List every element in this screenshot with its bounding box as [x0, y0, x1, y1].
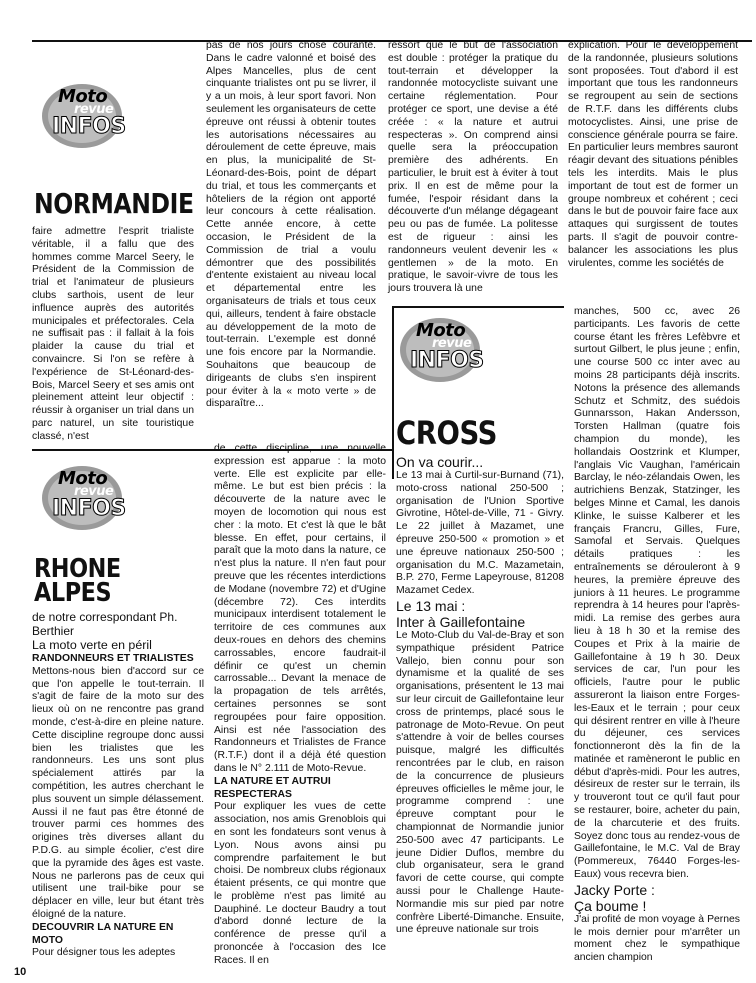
cross-column-1: [396, 454, 564, 962]
cross-top-rule: [392, 306, 564, 308]
logo-word-infos: INFOS: [52, 114, 126, 139]
rhone-subhead-randonneurs: RANDONNEURS ET TRIALISTES: [32, 653, 194, 664]
rhone-byline: de notre correspondant Ph. Berthier: [32, 610, 178, 638]
cross-title-jacky-porte: Jacky Porte :: [574, 881, 655, 898]
normandie-column-4: [568, 40, 738, 302]
cross-title-gaillefontaine: Inter à Gaillefontaine: [396, 613, 526, 630]
cross-text-2: Le Moto-Club du Val-de-Bray et son sympathique président Patrice Vallejo, bien connu pour son dynamisme et la qualité de ses organisations, présentent le 13 mai sur leur circuit de Gaillefontaine leur cross de printemps, placé sous le patronage de Moto-Revue. On peut s'attendre à voir de belles courses puisque, malgré les difficultés rencontrées par le club, en raison de la concurrence de plusieurs épreuves officielles le même jour, le programme comprend : une épreuve comptant pour le championnat de Normandie junior 250-500 avec 47 participants. Le jeune Didier Duflos, membre du club organisateur, sera le grand favori de cette course, qui compte aussi pour le Challenge Haute-Normandie mis sur pied par notre confrère Liberté-Dimanche. Ensuite, une épreuve nationale sur trois: [396, 629, 564, 936]
cross-left-rule: [392, 306, 394, 456]
rhone-heading-line2: ALPES: [34, 578, 112, 608]
moto-revue-infos-logo: [40, 80, 124, 150]
cross-text-3: J'ai profité de mon voyage à Pernes le mois dernier pour m'arrêter un moment chez le sympathique ancien champion: [574, 913, 740, 964]
logo-word-revue: revue: [74, 102, 114, 117]
normandie-column-1: [32, 226, 194, 445]
cross-text-1: Le 13 mai à Curtil-sur-Burnand (71), moto-cross national 250-500 ; organisation de l'Union Sportive Givrotine, Hôtel-de-Ville, 71 - Givry. Le 22 juillet à Mazamet, une épreuve 250-500 « promotion » et une épreuve nationaux 250-500 ; organisation du M.C. Mazametain, B.P. 270, Ferme Lapeyrouse, 81208 Mazamet Cedex.: [396, 470, 564, 597]
rhone-text-1: Mettons-nous bien d'accord sur ce que l'on appelle le tout-terrain. Il s'agit de faire de la moto sur des lieux où on ne rencontre pas grand monde, c'est-à-dire en pleine nature. Cette discipline regroupe donc aussi bien les trialistes que les randonneurs. Les uns sont plus spécialement attirés par la compétition, les autres cherchant le plus souvent un simple délassement. Aussi il ne faut pas être étonné de trouver parmi ces hommes des origines très diverses allant du P.D.G. au simple écolier, c'est dire que la pyramide des âges est vaste. Nous ne parlerons pas de ceux qui utilisent une trail-bike pour se déplacer en ville, leur but étant très éloigné de la nature.: [32, 665, 204, 920]
rhone-text-2: Pour désigner tous les adeptes: [32, 947, 176, 959]
cross-column-2: [574, 306, 740, 966]
rhone-column-2: [214, 443, 386, 966]
cross-heading: CROSS: [396, 414, 498, 452]
logo-word-moto: Moto: [58, 468, 108, 489]
logo-word-revue: revue: [432, 336, 472, 351]
normandie-text-4: explication. Pour le développement de la randonnée, plusieurs solutions sont proposées. Tout d'abord il est important que tous les randonneurs se regroupent au sein de sections de R.T.F. dans les différents clubs motocyclistes. Ainsi, une prise de conscience générale pourra se faire. En particulier leurs membres sauront réagir devant des situations pénibles tels les interdits. Mais le plus important de tout est de former un groupe nombreux et cohérent ; ceci dans le but de pouvoir faire face aux attaques qui surgissent de toutes parts. Il s'agit de pouvoir contre-balancer les associations les plus virulentes, comme les sociétés de: [568, 40, 738, 269]
moto-revue-infos-logo-2: [40, 462, 124, 532]
normandie-column-2: [206, 40, 376, 440]
rhone-article-title: La moto verte en péril: [32, 638, 152, 652]
moto-revue-infos-logo-3: [398, 314, 482, 384]
rhone-subhead-decouvrir: DECOUVRIR LA NATURE EN MOTO: [32, 921, 174, 946]
normandie-column-3: [388, 40, 558, 302]
cross-title-on-va-courir: On va courir...: [396, 454, 484, 470]
logo-word-moto: Moto: [416, 320, 466, 341]
cross-title-ca-boume: Ça boume !: [574, 897, 647, 914]
logo-word-revue: revue: [74, 484, 114, 499]
logo-word-infos: INFOS: [52, 496, 126, 521]
rhone-column-1: [32, 610, 204, 962]
rhone-heading-line1: RHONE: [34, 554, 121, 584]
normandie-text-3: ressort que le but de l'association est double : protéger la pratique du tout-terrain et développer la randonnée motocycliste suivant une certaine réglementation. Pour protéger ce sport, une devise a été créée : « la nature et autrui respecteras ». On comprend ainsi quelle sera la préoccupation première des adhérents. En particulier, le bruit est à éviter à tout prix. Il en est de même pour la fumée, l'espoir résidant dans la découverte d'un mélange dégageant peu ou pas de fumée. La politesse est de rigueur : ainsi les randonneurs veulent devenir les « gentlemen » de la moto. En pratique, le savoir-vivre de tous les jours trouvera là une: [388, 40, 558, 295]
cross-title-13-mai: Le 13 mai :: [396, 597, 466, 614]
normandie-text-2: pas de nos jours chose courante. Dans le cadre valonné et boisé des Alpes Mancelles, plus de cent cinquante trialistes ont pu se livrer, il y a un mois, à leur sport favori. Non seulement les organisateurs de cette épreuve ont réussi à obtenir toutes les autorisations nécessaires au déroulement de cette épreuve, mais en plus, la municipalité de St-Léonard-des-Bois, point de départ du trial, et tous les commerçants et hôteliers de la région ont apporté leur concours à cette réalisation. Cette année encore, à cette occasion, le Président de la Commission de trial a voulu démontrer que des possibilités d'entente existaient au niveau local et départemental entre les organisateurs de trials et tous ceux qui, ailleurs, tendent à faire obstacle au développement de la moto de tout-terrain. L'exemple est donné une fois encore par la Normandie. Souhaitons que beaucoup de dirigeants de clubs s'en inspirent pour éviter à la « moto verte » de disparaître...: [206, 40, 376, 410]
normandie-text-1: faire admettre l'esprit trialiste véritable, il a fallu que des hommes comme Marcel Seery, le Président de la Commission de trial et l'animateur de plusieurs clubs sarthois, usent de leur influence auprès des autorités municipales et préfectorales. Cela ne suffisait pas : il fallait à la fois plaider la cause du trial et convaincre. Si l'on se refère à l'expérience de St-Léonard-des-Bois, Marcel Seery et ses amis ont pleinement atteint leur objectif : réussir à organiser un trial dans un parc naturel, un site touristique classé, n'est: [32, 226, 194, 442]
logo-word-moto: Moto: [58, 86, 108, 107]
rhone-text-2a: de cette discipline, une nouvelle expression est apparue : la moto verte. Elle est explicite par elle-même. Le but est bien précis : la découverte de la nature avec le moyen de locomotion qui nous est cher : la moto. Et c'est là que le bât blesse. En effet, pour certains, il paraît que la moto dans la nature, ce n'est plus la nature. Il n'en faut pour preuve que les récentes interdictions de Modane (novembre 72) et d'Ugine (décembre 72). Ces interdits municipaux interdisent totalement le territoire de ces communes aux deux-roues en dehors des chemins carrossables, encore faudrait-il définir ce qu'est un chemin carrossable... Devant la menace de la propagation de tels arrêtés, certaines personnes se sont regroupées pour faire opposition. Ainsi est née l'association des Randonneurs et Trialistes de France (R.T.F.) dont il a déjà été question dans le N° 2.111 de Moto-Revue.: [214, 443, 386, 774]
page-number: 10: [14, 966, 27, 978]
normandie-heading: NORMANDIE: [34, 187, 194, 220]
cross-text-col2: manches, 500 cc, avec 26 participants. Les favoris de cette course étant les frères Lefèbvre et surtout Gilbert, le plus jeune ; enfin, une course 500 cc inter avec au moins 28 participants déjà inscrits. Notons la présence des allemands Schutz et Schmitz, des suédois Gunnarsson, Hakan Andersson, Torsten Hallman (quatre fois champion du monde), les hollandais Oostzrink et Klumper, l'anglais Vic Vaughan, l'américain Barclay, le néo-zélandais Owen, les autrichiens Benzak, Statzinger, les belges Minne et Camal, les danois Klinke, le suisse Kalberer et les français Francru, Gilles, Fure, Samofal et Servais. Quelques détails pratiques : les entraînements se dérouleront à 9 heures, la première épreuve des juniors à 11 heures. Le programme reprendra à 14 heures pour l'après-midi. La remise des gerbes aura lieu à 18 h 30 et la remise des Coupes et Prix à la mairie de Gaillefontaine à 19 h 30. Deux services de car, l'un pour les officiels, l'autre pour le public assureront la liaison entre Forges-les-Eaux et le terrain ; pour ceux qui désirent rentrer en ville à l'heure du déjeuner, ces services fonctionneront dès la fin de la matinée et ramèneront le public en début d'après-midi. Pour les autres, désireux de rester sur le terrain, ils y trouveront tout ce qu'il faut pour se restaurer, boire, acheter du pain, de la charcuterie et des fruits. Soyez donc tous au rendez-vous de Gaillefontaine, le M.C. Val de Bray (Pommereux, 76440 Forges-les-Eaux) vous recevra bien.: [574, 306, 740, 881]
logo-word-infos: INFOS: [410, 348, 484, 373]
rhone-subhead-nature: LA NATURE ET AUTRUI RESPECTERAS: [214, 775, 331, 800]
rhone-text-2b: Pour expliquer les vues de cette association, nos amis Grenoblois qui en sont les fondateurs sont venus à Lyon. Nous avons ainsi pu comprendre parfaitement le but choisi. De nombreux clubs régionaux étaient présents, ce qui montre que le problème n'est pas limité au Dauphiné. Le docteur Baudry a tout d'abord donné lecture de la conférence de presse qu'il a prononcée à l'occasion des Ice Races. Il en: [214, 801, 386, 966]
